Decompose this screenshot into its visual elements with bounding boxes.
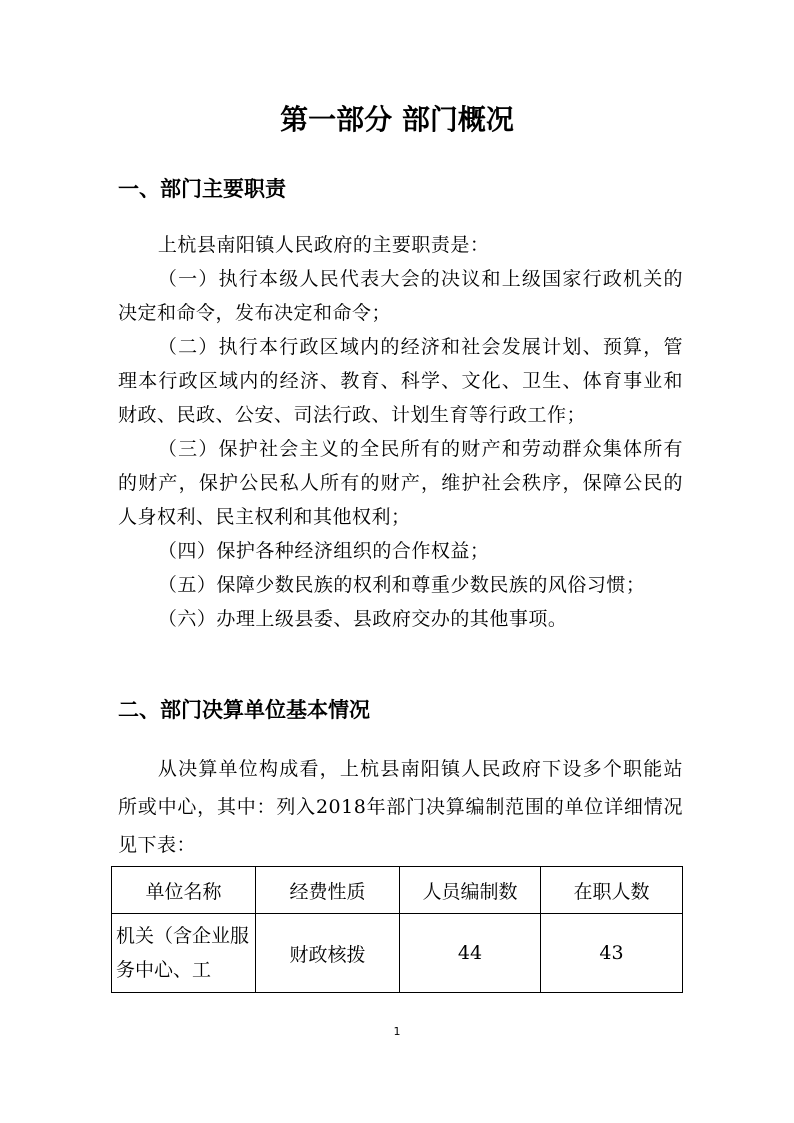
- duty-item-5: （五）保障少数民族的权利和尊重少数民族的风俗习惯；: [157, 574, 646, 596]
- column-header-funding-type: 经费性质: [256, 867, 400, 914]
- table-row: [112, 914, 683, 993]
- cell-staff-quota: 44: [400, 914, 541, 993]
- column-header-staff-quota: 人员编制数: [400, 867, 541, 914]
- section-heading-units: 二、部门决算单位基本情况: [118, 698, 370, 722]
- duties-intro: 上杭县南阳镇人民政府的主要职责是：: [157, 234, 490, 256]
- page-number: 1: [393, 1025, 401, 1038]
- units-intro-paragraph: 从决算单位构成看，上杭县南阳镇人民政府下设多个职能站所或中心，其中：列入2018年部门决算编制范围的单位详细情况见下表：: [118, 758, 683, 856]
- column-header-active-staff: 在职人数: [541, 867, 683, 914]
- section-heading-duties: 一、部门主要职责: [118, 177, 286, 201]
- duty-item-6: （六）办理上级县委、县政府交办的其他事项。: [157, 608, 568, 630]
- table-header-row: [112, 867, 683, 914]
- duty-item-2: （二）执行本行政区域内的经济和社会发展计划、预算，管理本行政区域内的经济、教育、科学、文化、卫生、体育事业和财政、民政、公安、司法行政、计划生育等行政工作；: [118, 336, 683, 426]
- cell-funding-type: 财政核拨: [256, 914, 400, 993]
- duty-item-3: （三）保护社会主义的全民所有的财产和劳动群众集体所有的财产，保护公民私人所有的财产，维护社会秩序，保障公民的人身权利、民主权利和其他权利；: [118, 438, 683, 528]
- cell-unit-name: 机关（含企业服务中心、工: [112, 914, 256, 993]
- duties-body: [118, 228, 683, 636]
- duty-item-4: （四）保护各种经济组织的合作权益；: [157, 540, 490, 562]
- cell-active-staff: 43: [541, 914, 683, 993]
- units-table: [111, 866, 683, 993]
- page-title: 第一部分 部门概况: [280, 103, 514, 136]
- column-header-unit-name: 单位名称: [112, 867, 256, 914]
- duty-item-1: （一）执行本级人民代表大会的决议和上级国家行政机关的决定和命令，发布决定和命令；: [118, 268, 683, 324]
